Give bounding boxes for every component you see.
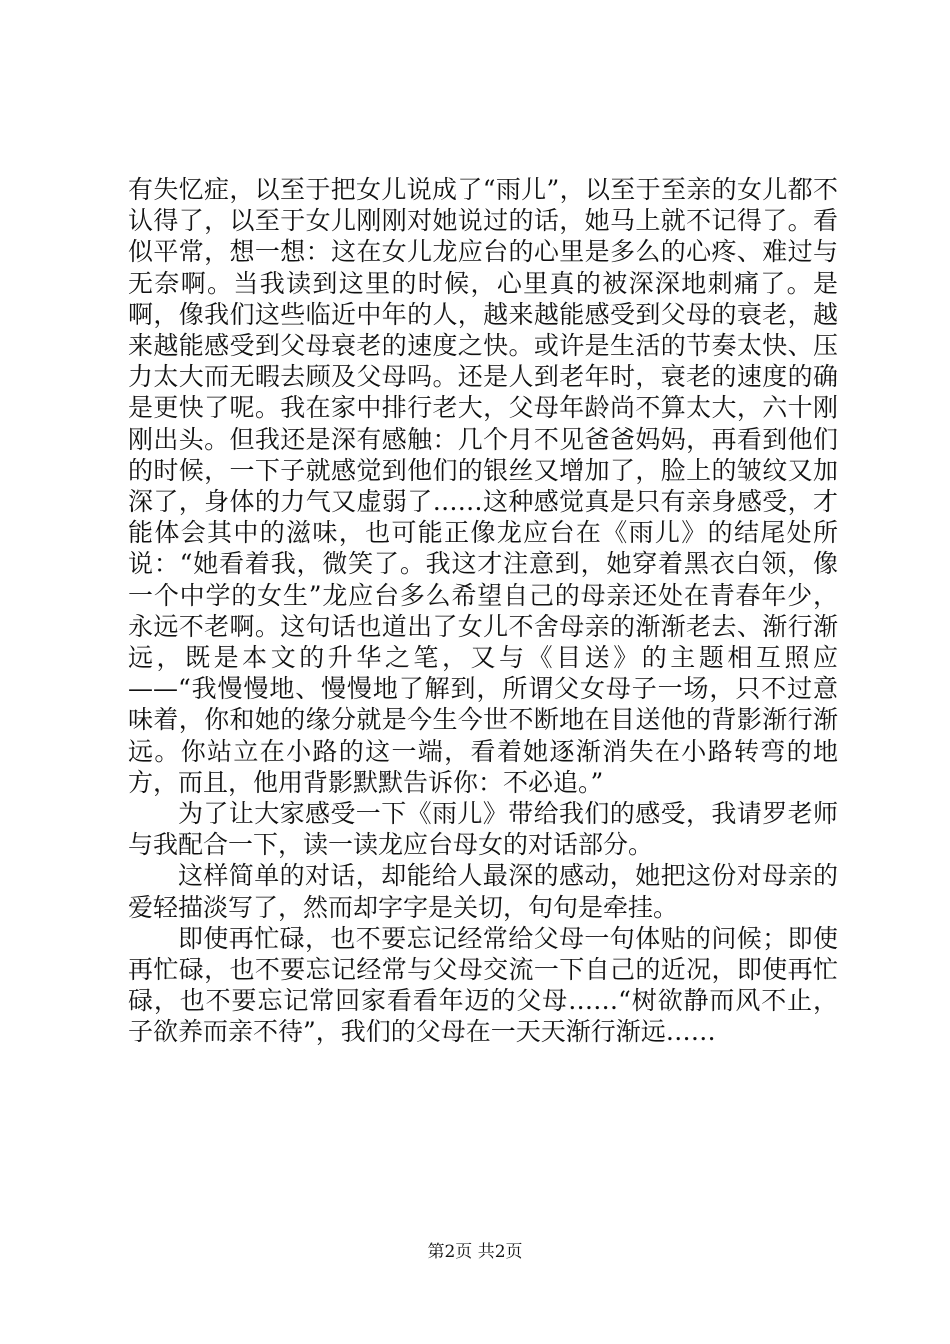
paragraph-continuation: 有失忆症，以至于把女儿说成了“雨儿”，以至于至亲的女儿都不认得了，以至于女儿刚刚对她说过的话，她马上就不记得了。看似平常，想一想：这在女儿龙应台的心里是多么的心疼、难过与无奈啊。当我读到这里的时候，心里真的被深深地刺痛了。是啊，像我们这些临近中年的人，越来越能感受到父母的衰老，越来越能感受到父母衰老的速度之快。或许是生活的节奏太快、压力太大而无暇去顾及父母吗。还是人到老年时，衰老的速度的确是更快了呢。我在家中排行老大，父母年龄尚不算太大，六十刚刚出头。但我还是深有感触：几个月不见爸爸妈妈，再看到他们的时候，一下子就感觉到他们的银丝又增加了，脸上的皱纹又加深了，身体的力气又虚弱了……这种感觉真是只有亲身感受，才能体会其中的滋味，也可能正像龙应台在《雨儿》的结尾处所说：“她看着我，微笑了。我这才注意到，她穿着黑衣白领，像一个中学的女生”龙应台多么希望自己的母亲还处在青春年少，永远不老啊。这句话也道出了女儿不舍母亲的渐渐老去、渐行渐远，既是本文的升华之笔，又与《目送》的主题相互照应——“我慢慢地、慢慢地了解到，所谓父女母子一场，只不过意味着，你和她的缘分就是今生今世不断地在目送他的背影渐行渐远。你站立在小路的这一端，看着她逐渐消失在小路转弯的地方，而且，他用背影默默告诉你：不必追。”: [128, 175, 838, 797]
paragraph-closing: 即使再忙碌，也不要忘记经常给父母一句体贴的问候；即使再忙碌，也不要忘记经常与父母交流一下自己的近况，即使再忙碌，也不要忘记常回家看看年迈的父母……“树欲静而风不止，子欲养而亲不待”，我们的父母在一天天渐行渐远……: [128, 923, 838, 1047]
paragraph-reading-invitation: 为了让大家感受一下《雨儿》带给我们的感受，我请罗老师与我配合一下，读一读龙应台母女的对话部分。: [128, 799, 838, 860]
paragraph-dialogue-reflection: 这样简单的对话，却能给人最深的感动，她把这份对母亲的爱轻描淡写了，然而却字字是关切，句句是牵挂。: [128, 861, 838, 922]
page-footer: 第2页 共2页: [427, 1242, 523, 1262]
body-text: [128, 174, 838, 1048]
